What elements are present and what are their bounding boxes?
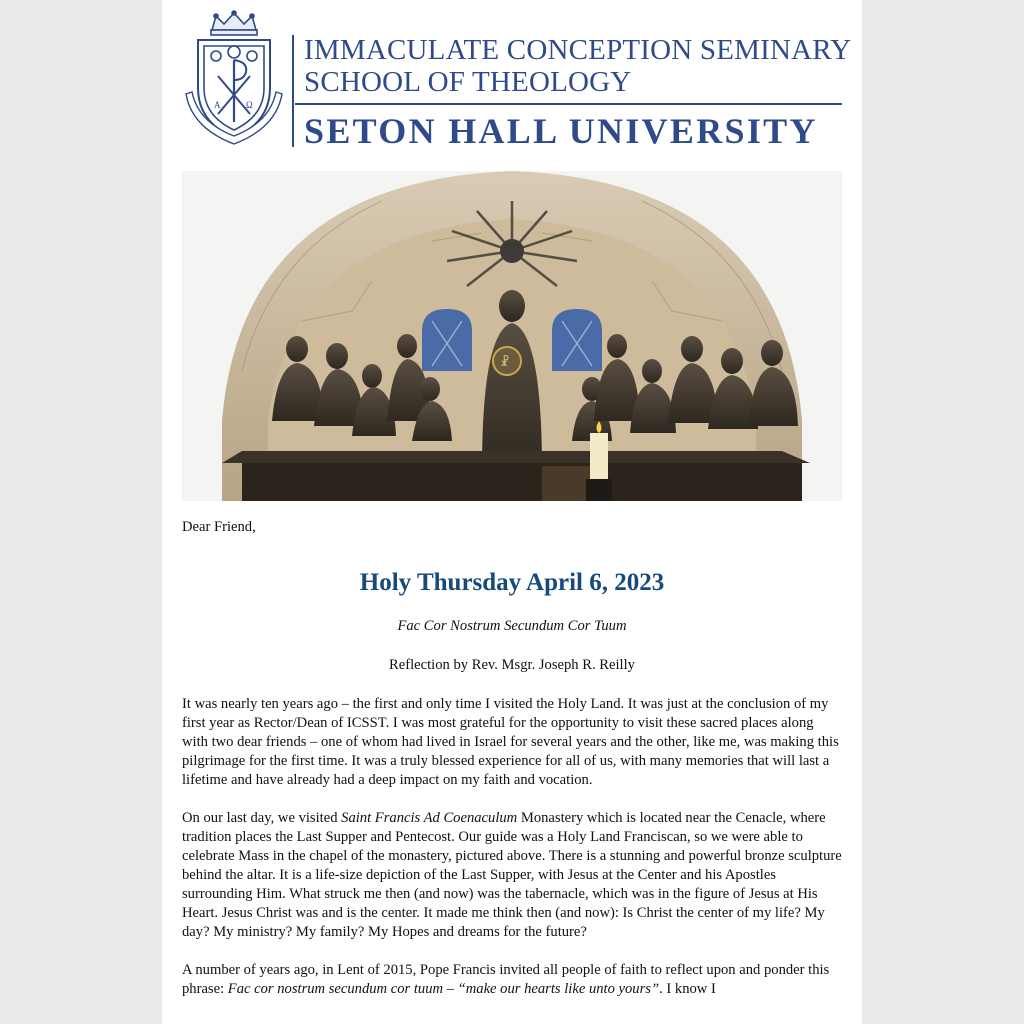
paragraph-2-text-cont: Monastery which is located near the Cenacle, where tradition places the Last Supper and Pentecost. Our guide was a Holy Land Franciscan, so we were able to celebrate Mass in the chapel of the monastery, pictured above. There is a stunning and powerful bronze sculpture behind the altar. It is a life-size depiction of the Last Supper, with Jesus at the Center and his Apostles surrounding Him. What struck me then (and now) was the tabernacle, which was in the figure of Jesus at His Heart. Jesus Christ was and is the center. It made me think then (and now): Is Christ the center of my life? My day? My ministry? My family? My Hopes and dreams for the future? (182, 810, 842, 940)
masthead-vertical-rule (292, 35, 294, 147)
school-name: SCHOOL OF THEOLOGY (304, 66, 632, 98)
university-name: SETON HALL UNIVERSITY (304, 111, 818, 151)
last-supper-sculpture-image (182, 171, 842, 501)
letter-title: Holy Thursday April 6, 2023 (359, 569, 665, 596)
svg-text:☧: ☧ (500, 355, 510, 369)
paragraph-3-text: A number of years ago, in Lent of 2015, Pope Francis invited all people of faith to reflect upon and ponder this phrase: (182, 962, 830, 997)
paragraph-1: It was nearly ten years ago – the first and only time I visited the Holy Land. It was just at the conclusion of my first year as Rector/Dean of ICSST. I was most grateful for the opportunity to visit these sacred places along with two dear friends – one of whom had lived in Israel for several years and the other, like me, was making this pilgrimage for the first time. It was a truly blessed experience for all of us, with many memories that will last a lifetime and have already had a deep impact on my faith and vocation. (182, 696, 839, 788)
byline: Reflection by Rev. Msgr. Joseph R. Reilly (389, 657, 635, 673)
seminary-name: IMMACULATE CONCEPTION SEMINARY (304, 34, 852, 66)
motto: Fac Cor Nostrum Secundum Cor Tuum (397, 618, 627, 634)
email-page (162, 0, 862, 1024)
latin-phrase: Fac cor nostrum secundum cor tuum – “make our hearts like unto yours” (227, 981, 660, 997)
paragraph-2-text: On our last day, we visited (182, 810, 342, 826)
paragraph-3 (182, 961, 842, 999)
paragraph-2 (182, 809, 842, 942)
svg-text:Ω: Ω (246, 100, 253, 110)
paragraph-3-text-cont: . I know I (659, 981, 716, 997)
chapel-photo (182, 171, 842, 501)
salutation: Dear Friend, (182, 519, 256, 535)
letter-body (182, 518, 842, 1018)
monastery-name: Saint Francis Ad Coenaculum (341, 810, 518, 826)
svg-text:A: A (214, 100, 221, 110)
seminary-crest-icon (182, 10, 286, 148)
masthead (182, 10, 852, 151)
masthead-horizontal-rule (295, 103, 842, 105)
